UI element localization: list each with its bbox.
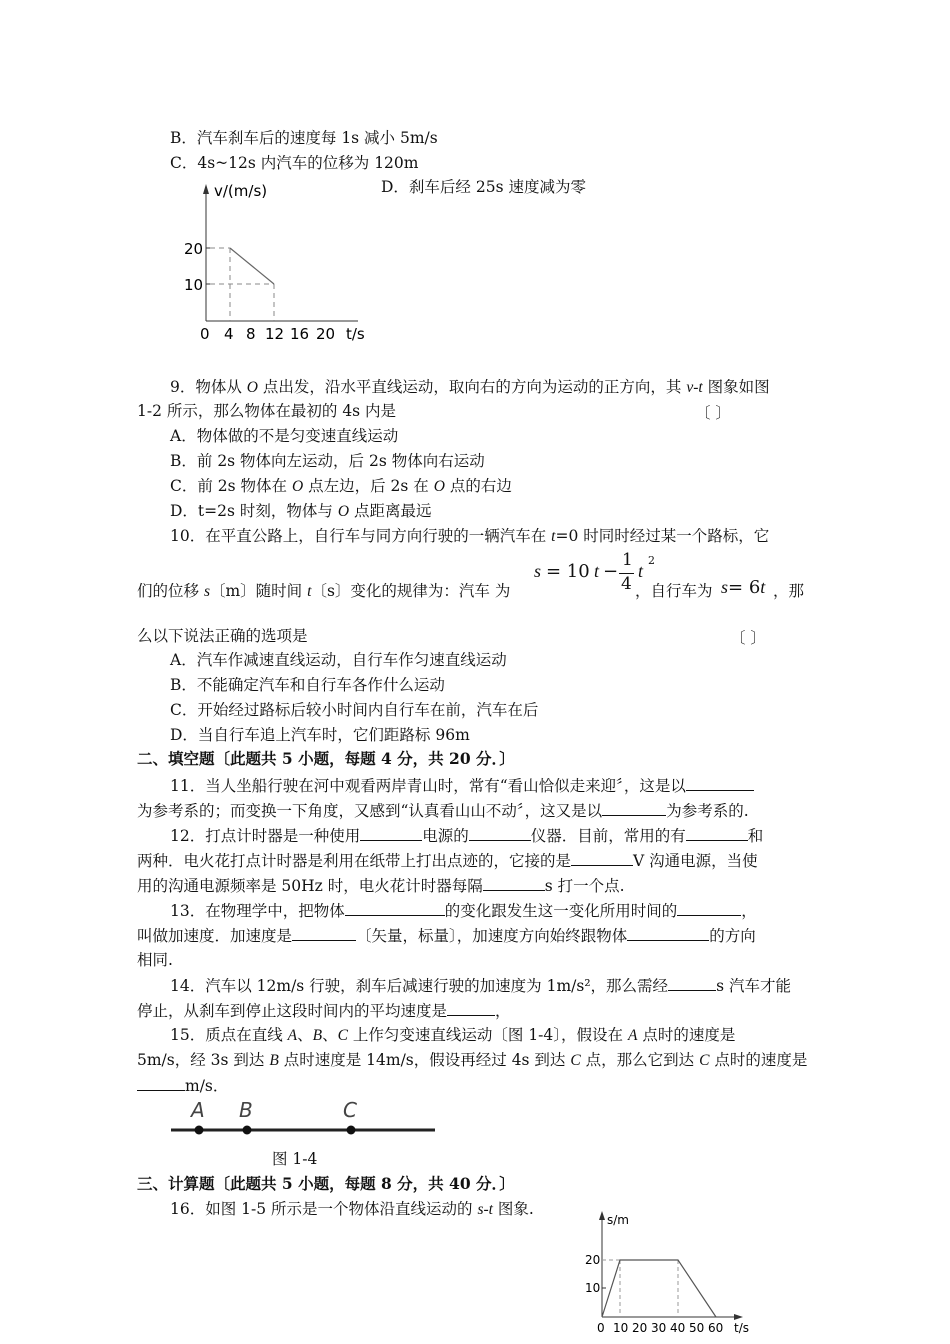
q9-option-b: B．前 2s 物体向左运动，后 2s 物体向右运动 [170,452,485,470]
q9-stem-post: 图象如图 [702,378,770,396]
q16-line1 [170,1199,534,1220]
q10-stem-line1 [170,526,769,547]
section3-title: 三、计算题〔此题共 5 小题，每题 8 分，共 40 分．〕 [137,1174,515,1193]
q15-l2-c: 点，那么它到达 [580,1051,700,1069]
q10-line2-e: ，那 [773,582,805,600]
q14-l2-b: ， [495,1002,511,1020]
q15-l2-b: 点时速度是 14m/s，假设再经过 4s 到达 [278,1051,571,1069]
eq-bike-t: t [760,577,766,597]
q12-blank-2[interactable] [469,825,531,841]
q15-point-b: B [312,1027,323,1044]
q10-s: s [203,583,210,600]
q12-l3-a: 用的沟通电源频率是 50Hz 时，电火花计时器每隔 [137,877,483,895]
q16-pre: 16．如图 1-5 所示是一个物体沿直线运动的 [170,1200,478,1218]
q15-point-a: A [287,1027,298,1044]
q15-line1 [170,1025,735,1046]
section2-title: 二、填空题〔此题共 5 小题，每题 4 分，共 20 分．〕 [137,749,515,768]
eq-bike-s: s [721,577,729,597]
q15-point-a: A [627,1027,638,1044]
vt-graph-xtick-12: 12 [265,325,285,343]
eq-t2: t [638,561,644,581]
q9-vt: v-t [686,379,703,396]
q11-blank-1[interactable] [686,775,754,791]
st-graph-xtick-0: 0 [597,1321,605,1335]
vt-graph-xtick-20: 20 [316,325,336,343]
q9-stem-line2: 1-2 所示，那么物体在最初的 4s 内是 [137,402,397,420]
q12-blank-1[interactable] [360,825,422,841]
q10-line2-b: 〔m〕随时间 [209,582,308,600]
vt-graph-xtick-4: 4 [224,325,234,343]
eq-frac-den: 4 [621,574,632,594]
st-graph-ytick-label-10: 10 [585,1281,601,1295]
q9-point-o: O [433,478,445,495]
st-graph-q16 [580,1204,760,1344]
q15-l1-b: 上作匀变速直线运动〔图 1-4〕，假设在 [347,1026,628,1044]
q9-option-d-post: 点距离最远 [349,502,432,520]
q9-option-d [170,501,431,522]
eq-frac-num: 1 [622,550,633,570]
q10-line2-a: 们的位移 [137,582,204,600]
q9-option-c-mid: 点左边，后 2s 在 [303,477,434,495]
q12-line3 [137,875,625,896]
q10-line1-post: =0 时同时经过某一个路标，它 [555,527,770,545]
st-graph-xtick-20: 20 [632,1321,648,1335]
q10-option-a: A．汽车作减速直线运动，自行车作匀速直线运动 [170,651,507,669]
q10-line2-d: ，自行车为 [635,582,713,600]
q15-point-c: C [699,1052,710,1069]
q12-blank-5[interactable] [483,875,545,891]
q15-line3 [137,1075,228,1096]
q12-l2-a: 两种．电火花打点计时器是利用在纸带上打出点迹的，它接的是 [137,852,572,870]
q10-t: t [307,583,312,600]
q12-l3-b: s 打一个点. [544,877,625,895]
st-graph-x-arrow [734,1314,743,1320]
vt-graph-xlabel: t/s [346,325,365,343]
q15-l3: m/s． [185,1077,229,1095]
fig14-point-a [195,1126,204,1135]
q14-l1-a: 14．汽车以 12m/s 行驶，刹车后减速行驶的加速度为 1m/s²，那么需经 [170,977,669,995]
q15-l2-d: 点时的速度是 [709,1051,808,1069]
q10-option-d: D．当自行车追上汽车时，它们距路标 96m [170,726,470,744]
st-graph-line [602,1260,716,1317]
q15-point-c: C [337,1027,348,1044]
vt-graph-ylabel: v/(m/s) [214,182,268,200]
q8-option-d: D．刹车后经 25s 速度减为零 [381,178,586,196]
eq-equals-10: = 10 [546,561,590,582]
q10-stem-line3: 么以下说法正确的选项是 [137,627,308,645]
st-graph-xtick-50: 50 [689,1321,705,1335]
q15-sep2: 、 [322,1026,338,1044]
q12-line1 [170,825,763,846]
vt-graph-xtick-0: 0 [200,325,210,343]
q15-l2-a: 5m/s，经 3s 到达 [137,1051,270,1069]
fig14-label-c: C [343,1098,357,1122]
st-graph-xtick-60: 60 [708,1321,724,1335]
q12-l1-c: 仪器．目前，常用的有 [530,827,686,845]
q12-l1-a: 12．打点计时器是一种使用 [170,827,361,845]
eq-s: s [534,561,542,581]
q15-l1-a: 15．质点在直线 [170,1026,288,1044]
q10-line2-c: 〔s〕变化的规律为：汽车 为 [311,582,511,600]
q9-stem-pre: 9．物体从 [170,378,247,396]
q11-blank-2[interactable] [602,800,666,816]
q13-blank-2[interactable] [677,900,741,916]
q9-answer-paren: 〔 〕 [695,404,731,422]
fig14-label-b: B [239,1098,253,1122]
vt-graph-line [230,248,274,284]
q14-l1-b: s 汽车才能 [716,977,791,995]
q10-option-c: C．开始经过路标后较小时间内自行车在前，汽车在后 [170,701,539,719]
q13-l1-a: 13．在物理学中，把物体 [170,902,345,920]
q10-option-b: B．不能确定汽车和自行车各作什么运动 [170,676,445,694]
q9-point-o: O [337,503,350,520]
q13-blank-4[interactable] [627,925,709,941]
vt-graph-xtick-16: 16 [290,325,310,343]
q12-line2 [137,850,758,871]
q9-stem-mid: 点出发，沿水平直线运动，取向右的方向为运动的正方向，其 [258,378,687,396]
eq-t1: t [594,561,600,581]
q9-point-o: O [246,379,258,396]
q9-point-o: O [291,478,304,495]
st-graph-ylabel: s/m [607,1213,629,1227]
vt-graph-y-arrow [203,184,209,194]
q11-l1-pre: 11．当人坐船行驶在河中观看两岸青山时，常有“看山恰似走来迎〞，这是以 [170,777,686,795]
q9-option-c [170,476,512,497]
q9-option-c-post: 点的右边 [444,477,512,495]
q10-bike-equation [721,577,765,598]
q15-l1-c: 点时的速度是 [637,1026,736,1044]
q8-option-c: C．4s~12s 内汽车的位移为 120m [170,154,419,172]
st-graph-xtick-10: 10 [613,1321,629,1335]
q11-l2-a: 为参考系的；而变换一下角度，又感到“认真看山山不动〞，这又是以 [137,802,603,820]
vt-graph-q8 [160,172,380,352]
q15-point-c: C [570,1052,581,1069]
q16-st: s-t [477,1201,493,1218]
q14-blank-1[interactable] [668,975,716,991]
q12-l1-b: 电源的 [422,827,469,845]
q9-option-a: A．物体做的不是匀变速直线运动 [170,427,399,445]
vt-graph-ytick-label-10: 10 [184,276,204,294]
q10-answer-paren: 〔 〕 [730,629,766,647]
q14-line2 [137,1000,511,1021]
q9-stem-line1 [170,377,770,398]
q15-blank-1[interactable] [137,1075,185,1091]
st-graph-y-arrow [599,1211,605,1220]
q12-blank-3[interactable] [686,825,748,841]
fig14-label-a: A [191,1098,205,1122]
st-graph-xtick-40: 40 [670,1321,686,1335]
q13-l2-a: 叫做加速度．加速度是 [137,927,293,945]
fig14-point-c [347,1126,356,1135]
figure-1-4-caption: 图 1-4 [272,1150,318,1168]
st-graph-xlabel: t/s [734,1321,749,1335]
eq-bike-equals-6: = 6 [728,577,761,598]
q11-line1 [170,775,754,796]
q13-blank-3[interactable] [292,925,356,941]
q11-line2 [137,800,749,821]
q12-l2-b: V 沟通电源，当使 [633,852,758,870]
q15-point-b: B [269,1052,279,1069]
q9-option-d-pre: D．t=2s 时刻，物体与 [170,502,338,520]
q13-line2 [137,925,756,946]
q13-l2-c: 的方向 [709,927,756,945]
q10-t0: t [551,528,556,545]
eq-minus: − [603,561,619,582]
q9-option-c-pre: C．前 2s 物体在 [170,477,292,495]
vt-graph-xtick-8: 8 [246,325,256,343]
q8-option-b: B．汽车刹车后的速度每 1s 减小 5m/s [170,129,438,147]
q13-line1 [170,900,757,921]
fig14-point-b [243,1126,252,1135]
eq-exponent: 2 [648,554,655,567]
q16-post: 图象. [492,1200,534,1218]
q14-line1 [170,975,791,996]
q14-l2-a: 停止，从刹车到停止这段时间内的平均速度是 [137,1002,448,1020]
q13-line3: 相同. [137,951,173,969]
q13-l1-c: ， [741,902,757,920]
figure-1-4 [165,1096,445,1142]
q13-l2-b: 〔矢量，标量〕，加速度方向始终跟物体 [356,927,628,945]
q14-blank-2[interactable] [447,1000,495,1016]
st-graph-ytick-label-20: 20 [585,1253,601,1267]
q13-blank-1[interactable] [345,900,445,916]
vt-graph-ytick-label-20: 20 [184,240,204,258]
q11-l2-b: 为参考系的. [666,802,749,820]
q10-stem-line2 [137,581,510,602]
q15-line2 [137,1050,807,1071]
q15-sep1: 、 [297,1026,313,1044]
q13-l1-b: 的变化跟发生这一变化所用时间的 [444,902,678,920]
q12-blank-4[interactable] [571,850,633,866]
q10-line1-pre: 10．在平直公路上，自行车与同方向行驶的一辆汽车在 [170,527,552,545]
q12-l1-d: 和 [747,827,764,845]
st-graph-xtick-30: 30 [651,1321,667,1335]
